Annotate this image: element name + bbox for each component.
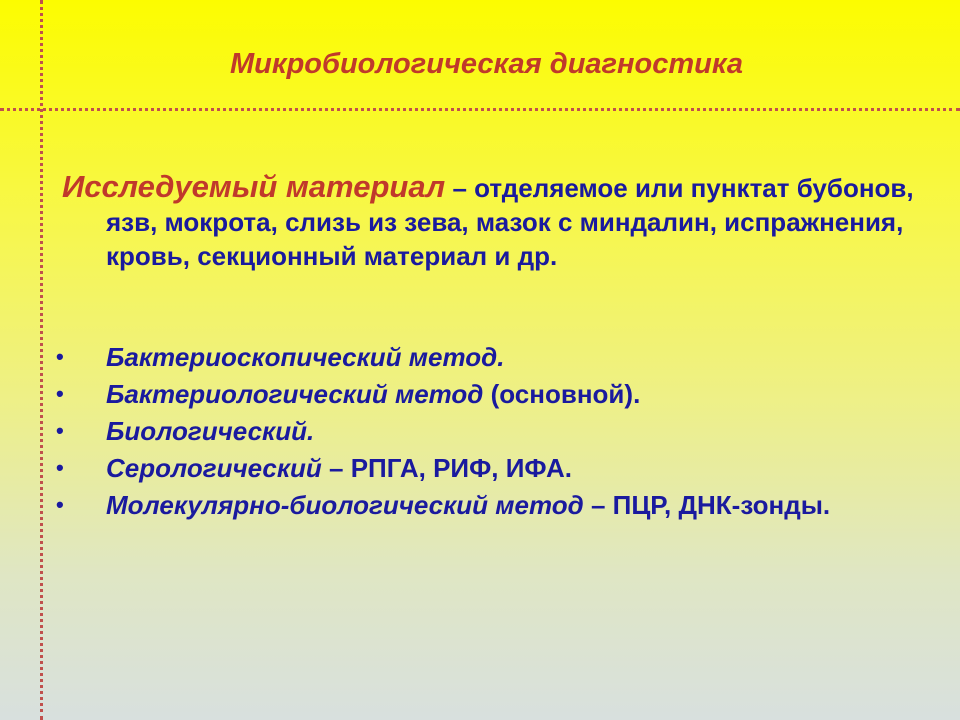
bullet-icon: •: [56, 418, 64, 443]
horizontal-guide-line: [0, 108, 960, 111]
method-detail: (основной).: [483, 379, 641, 409]
method-name: Серологический: [106, 453, 322, 483]
list-item: [56, 451, 906, 485]
method-name: Молекулярно-биологический метод: [106, 490, 584, 520]
material-lead: Исследуемый материал: [62, 169, 446, 204]
method-name: Бактериологический метод: [106, 379, 484, 409]
bullet-icon: •: [56, 492, 64, 517]
slide-title: Микробиологическая диагностика: [230, 48, 744, 80]
bullet-icon: •: [56, 344, 64, 369]
bullet-icon: •: [56, 381, 64, 406]
methods-list: [56, 340, 906, 525]
list-item: [56, 488, 906, 522]
list-item: [56, 340, 906, 374]
method-name: Биологический.: [106, 416, 315, 446]
method-detail: – РПГА, РИФ, ИФА.: [321, 453, 572, 483]
list-item: [56, 377, 906, 411]
method-detail: – ПЦР, ДНК-зонды.: [583, 490, 831, 520]
material-text: – отделяемое или пунктат бубонов, язв, мокрота, слизь из зева, мазок с миндалин, испражнения, кровь, секционный материал и др.: [106, 173, 914, 271]
method-name: Бактериоскопический метод.: [106, 342, 505, 372]
list-item: [56, 414, 906, 448]
material-paragraph: [62, 170, 936, 273]
bullet-icon: •: [56, 455, 64, 480]
